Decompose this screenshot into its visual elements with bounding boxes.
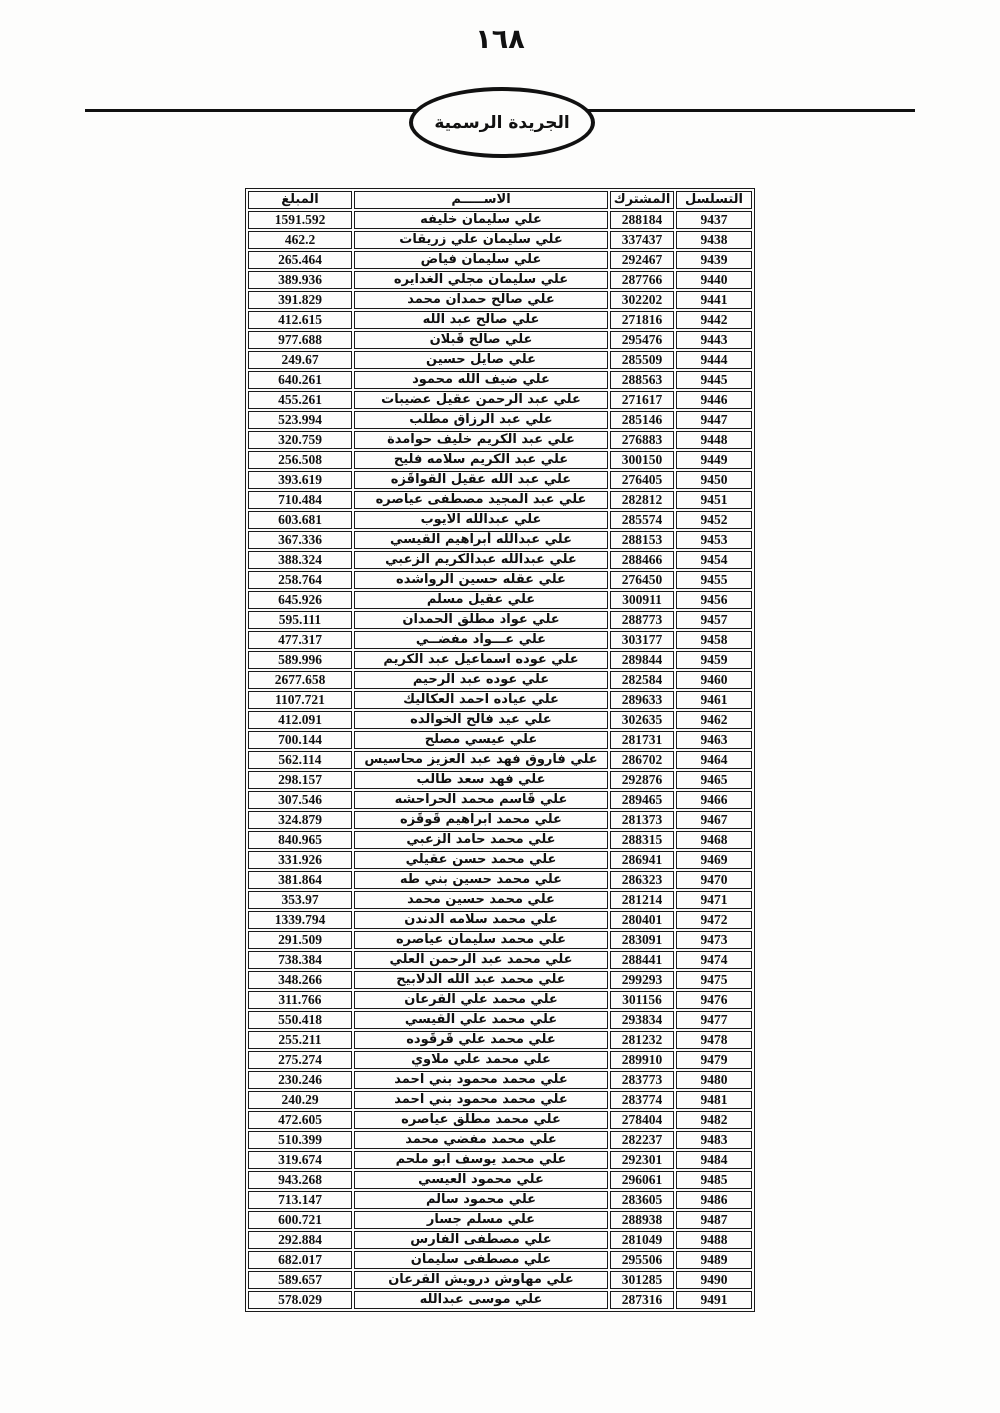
subscriber-cell: 281731 [610, 731, 674, 749]
amount-cell: 578.029 [248, 1291, 352, 1309]
subscriber-cell: 280401 [610, 911, 674, 929]
serial-cell: 9480 [676, 1071, 752, 1089]
serial-cell: 9437 [676, 211, 752, 229]
name-cell: علي عقيل مسلم [354, 591, 608, 609]
name-cell: علي عيد فالح الخوالده [354, 711, 608, 729]
table-body [248, 211, 752, 1309]
subscriber-cell: 286941 [610, 851, 674, 869]
subscriber-cell: 282812 [610, 491, 674, 509]
name-cell: علي محمد حسين محمد [354, 891, 608, 909]
table-header-row [248, 191, 752, 209]
serial-cell: 9467 [676, 811, 752, 829]
amount-cell: 331.926 [248, 851, 352, 869]
name-cell: علي محمد حسن عقيلي [354, 851, 608, 869]
amount-cell: 589.996 [248, 651, 352, 669]
table-row [248, 1011, 752, 1029]
serial-cell: 9462 [676, 711, 752, 729]
serial-cell: 9454 [676, 551, 752, 569]
subscriber-cell: 293834 [610, 1011, 674, 1029]
serial-cell: 9489 [676, 1251, 752, 1269]
subscriber-cell: 289844 [610, 651, 674, 669]
subscriber-cell: 296061 [610, 1171, 674, 1189]
name-cell: علي محمد يوسف ابو ملحم [354, 1151, 608, 1169]
records-table [245, 188, 755, 1312]
table-row [248, 591, 752, 609]
serial-cell: 9470 [676, 871, 752, 889]
table-row [248, 1191, 752, 1209]
serial-cell: 9447 [676, 411, 752, 429]
table-row [248, 1031, 752, 1049]
name-cell: علي عبد الرزاق مطلب [354, 411, 608, 429]
table-row [248, 991, 752, 1009]
amount-cell: 275.274 [248, 1051, 352, 1069]
subscriber-cell: 337437 [610, 231, 674, 249]
subscriber-cell: 292467 [610, 251, 674, 269]
serial-cell: 9490 [676, 1271, 752, 1289]
amount-cell: 2677.658 [248, 671, 352, 689]
serial-cell: 9481 [676, 1091, 752, 1109]
table-row [248, 1271, 752, 1289]
serial-cell: 9466 [676, 791, 752, 809]
serial-cell: 9446 [676, 391, 752, 409]
name-cell: علي عبد الله عقيل القواقَزه [354, 471, 608, 489]
table-row [248, 431, 752, 449]
subscriber-cell: 281373 [610, 811, 674, 829]
table-row [248, 1171, 752, 1189]
table-row [248, 451, 752, 469]
serial-cell: 9459 [676, 651, 752, 669]
amount-cell: 255.211 [248, 1031, 352, 1049]
name-cell: علي محمد حسين بني طه [354, 871, 608, 889]
page-number: ١٦٨ [475, 24, 525, 55]
table-row [248, 391, 752, 409]
serial-cell: 9468 [676, 831, 752, 849]
serial-cell: 9438 [676, 231, 752, 249]
name-cell: علي محمد سليمان عياصره [354, 931, 608, 949]
amount-cell: 943.268 [248, 1171, 352, 1189]
table-row [248, 1071, 752, 1089]
name-cell: علي عوده عبد الرحيم [354, 671, 608, 689]
amount-cell: 472.605 [248, 1111, 352, 1129]
name-cell: علي محمد علي القيسي [354, 1011, 608, 1029]
amount-cell: 307.546 [248, 791, 352, 809]
serial-cell: 9449 [676, 451, 752, 469]
amount-cell: 393.619 [248, 471, 352, 489]
amount-cell: 249.67 [248, 351, 352, 369]
amount-cell: 412.615 [248, 311, 352, 329]
subscriber-cell: 302635 [610, 711, 674, 729]
name-cell: علي محمد مطلق عياصره [354, 1111, 608, 1129]
amount-cell: 256.508 [248, 451, 352, 469]
table-row [248, 851, 752, 869]
name-cell: علي عبدالله عبدالكريم الزعبي [354, 551, 608, 569]
serial-cell: 9487 [676, 1211, 752, 1229]
serial-cell: 9456 [676, 591, 752, 609]
name-cell: علي سليمان مجلي الغدايره [354, 271, 608, 289]
serial-cell: 9461 [676, 691, 752, 709]
subscriber-cell: 289465 [610, 791, 674, 809]
name-cell: علي فاروق فهد عبد العزيز محاسيس [354, 751, 608, 769]
name-cell: علي سليمان فياض [354, 251, 608, 269]
amount-cell: 298.157 [248, 771, 352, 789]
amount-cell: 1107.721 [248, 691, 352, 709]
serial-cell: 9439 [676, 251, 752, 269]
amount-cell: 230.246 [248, 1071, 352, 1089]
table-row [248, 551, 752, 569]
serial-cell: 9485 [676, 1171, 752, 1189]
table-row [248, 1091, 752, 1109]
subscriber-cell: 301156 [610, 991, 674, 1009]
subscriber-cell: 289910 [610, 1051, 674, 1069]
amount-cell: 389.936 [248, 271, 352, 289]
subscriber-cell: 288773 [610, 611, 674, 629]
serial-cell: 9455 [676, 571, 752, 589]
subscriber-cell: 295506 [610, 1251, 674, 1269]
name-cell: علي عـــواد مفضــي [354, 631, 608, 649]
serial-cell: 9450 [676, 471, 752, 489]
table-row [248, 751, 752, 769]
name-cell: علي ضيف الله محمود [354, 371, 608, 389]
subscriber-cell: 278404 [610, 1111, 674, 1129]
name-cell: علي عواد مطلق الحمدان [354, 611, 608, 629]
name-cell: علي عبد الرحمن عقيل عضيبات [354, 391, 608, 409]
amount-cell: 258.764 [248, 571, 352, 589]
subscriber-cell: 282584 [610, 671, 674, 689]
serial-cell: 9471 [676, 891, 752, 909]
table-row [248, 671, 752, 689]
name-cell: علي موسى عبدالله [354, 1291, 608, 1309]
name-cell: علي عبدالله الايوب [354, 511, 608, 529]
subscriber-cell: 303177 [610, 631, 674, 649]
name-cell: علي محمد محمود بني احمد [354, 1071, 608, 1089]
name-cell: علي قَاسم محمد الحراحشه [354, 791, 608, 809]
serial-cell: 9476 [676, 991, 752, 1009]
name-cell: علي محمد حامد الزعبي [354, 831, 608, 849]
table-row [248, 251, 752, 269]
table-row [248, 1251, 752, 1269]
table-row [248, 1051, 752, 1069]
subscriber-cell: 288184 [610, 211, 674, 229]
amount-cell: 713.147 [248, 1191, 352, 1209]
serial-cell: 9479 [676, 1051, 752, 1069]
serial-cell: 9482 [676, 1111, 752, 1129]
amount-cell: 1591.592 [248, 211, 352, 229]
table-row [248, 491, 752, 509]
name-cell: علي مسلم جسار [354, 1211, 608, 1229]
subscriber-cell: 292876 [610, 771, 674, 789]
subscriber-cell: 287316 [610, 1291, 674, 1309]
subscriber-cell: 285146 [610, 411, 674, 429]
table-row [248, 311, 752, 329]
name-cell: علي عيسي مصلح [354, 731, 608, 749]
name-cell: علي محمود سالم [354, 1191, 608, 1209]
table-row [248, 1111, 752, 1129]
table-row [248, 971, 752, 989]
amount-cell: 324.879 [248, 811, 352, 829]
subscriber-cell: 283774 [610, 1091, 674, 1109]
subscriber-cell: 292301 [610, 1151, 674, 1169]
table-row [248, 891, 752, 909]
name-cell: علي عبدالله أبراهيم القيسي [354, 531, 608, 549]
name-cell: علي صالح عبد الله [354, 311, 608, 329]
amount-cell: 700.144 [248, 731, 352, 749]
name-cell: علي مصطفى سليمان [354, 1251, 608, 1269]
gazette-emblem-ellipse [409, 87, 595, 158]
subscriber-cell: 295476 [610, 331, 674, 349]
name-cell: علي سليمان علي زريقات [354, 231, 608, 249]
gazette-title: الجريدة الرسمية [434, 112, 570, 133]
amount-cell: 320.759 [248, 431, 352, 449]
name-cell: علي محمد مفضي محمد [354, 1131, 608, 1149]
amount-cell: 738.384 [248, 951, 352, 969]
name-cell: علي محمد علي قَرقَوده [354, 1031, 608, 1049]
serial-cell: 9486 [676, 1191, 752, 1209]
column-header-subscriber: المشترك [610, 191, 674, 209]
amount-cell: 600.721 [248, 1211, 352, 1229]
table-row [248, 791, 752, 809]
serial-cell: 9444 [676, 351, 752, 369]
serial-cell: 9469 [676, 851, 752, 869]
subscriber-cell: 276405 [610, 471, 674, 489]
name-cell: علي مصطفى الفارس [354, 1231, 608, 1249]
serial-cell: 9488 [676, 1231, 752, 1249]
amount-cell: 682.017 [248, 1251, 352, 1269]
amount-cell: 462.2 [248, 231, 352, 249]
amount-cell: 710.484 [248, 491, 352, 509]
subscriber-cell: 276883 [610, 431, 674, 449]
serial-cell: 9474 [676, 951, 752, 969]
table-row [248, 1131, 752, 1149]
table-row [248, 471, 752, 489]
table-row [248, 531, 752, 549]
subscriber-cell: 289633 [610, 691, 674, 709]
subscriber-cell: 288315 [610, 831, 674, 849]
subscriber-cell: 288563 [610, 371, 674, 389]
amount-cell: 562.114 [248, 751, 352, 769]
amount-cell: 391.829 [248, 291, 352, 309]
serial-cell: 9491 [676, 1291, 752, 1309]
subscriber-cell: 282237 [610, 1131, 674, 1149]
amount-cell: 603.681 [248, 511, 352, 529]
subscriber-cell: 285509 [610, 351, 674, 369]
serial-cell: 9452 [676, 511, 752, 529]
table-row [248, 611, 752, 629]
table-row [248, 651, 752, 669]
amount-cell: 640.261 [248, 371, 352, 389]
serial-cell: 9445 [676, 371, 752, 389]
table-row [248, 231, 752, 249]
subscriber-cell: 288466 [610, 551, 674, 569]
amount-cell: 595.111 [248, 611, 352, 629]
serial-cell: 9483 [676, 1131, 752, 1149]
serial-cell: 9472 [676, 911, 752, 929]
table-row [248, 631, 752, 649]
table-row [248, 331, 752, 349]
subscriber-cell: 286323 [610, 871, 674, 889]
name-cell: علي صالح قَبلان [354, 331, 608, 349]
amount-cell: 348.266 [248, 971, 352, 989]
column-header-name: الاســـــم [354, 191, 608, 209]
column-header-serial: التسلسل [676, 191, 752, 209]
name-cell: علي عوده اسماعيل عبد الكريم [354, 651, 608, 669]
amount-cell: 840.965 [248, 831, 352, 849]
amount-cell: 388.324 [248, 551, 352, 569]
table-row [248, 511, 752, 529]
amount-cell: 381.864 [248, 871, 352, 889]
table-row [248, 211, 752, 229]
subscriber-cell: 288153 [610, 531, 674, 549]
subscriber-cell: 286702 [610, 751, 674, 769]
name-cell: علي عقله حسين الرواشده [354, 571, 608, 589]
table-row [248, 811, 752, 829]
table-row [248, 571, 752, 589]
name-cell: علي محمد سلامه الدندن [354, 911, 608, 929]
amount-cell: 240.29 [248, 1091, 352, 1109]
amount-cell: 367.336 [248, 531, 352, 549]
amount-cell: 550.418 [248, 1011, 352, 1029]
amount-cell: 311.766 [248, 991, 352, 1009]
subscriber-cell: 281214 [610, 891, 674, 909]
subscriber-cell: 300911 [610, 591, 674, 609]
table-row [248, 771, 752, 789]
table-row [248, 951, 752, 969]
table-row [248, 1211, 752, 1229]
table-row [248, 711, 752, 729]
serial-cell: 9484 [676, 1151, 752, 1169]
amount-cell: 510.399 [248, 1131, 352, 1149]
table-row [248, 411, 752, 429]
amount-cell: 319.674 [248, 1151, 352, 1169]
name-cell: علي فهد سعد طالب [354, 771, 608, 789]
serial-cell: 9464 [676, 751, 752, 769]
amount-cell: 477.317 [248, 631, 352, 649]
name-cell: علي محمد محمود بني احمد [354, 1091, 608, 1109]
subscriber-cell: 283091 [610, 931, 674, 949]
amount-cell: 412.091 [248, 711, 352, 729]
amount-cell: 265.464 [248, 251, 352, 269]
subscriber-cell: 283773 [610, 1071, 674, 1089]
serial-cell: 9477 [676, 1011, 752, 1029]
subscriber-cell: 288938 [610, 1211, 674, 1229]
name-cell: علي صالح حمدان محمد [354, 291, 608, 309]
name-cell: علي محمد ابراهيم قَوقَزه [354, 811, 608, 829]
subscriber-cell: 288441 [610, 951, 674, 969]
name-cell: علي محمود العيسي [354, 1171, 608, 1189]
subscriber-cell: 271816 [610, 311, 674, 329]
table-row [248, 271, 752, 289]
subscriber-cell: 302202 [610, 291, 674, 309]
amount-cell: 291.509 [248, 931, 352, 949]
table-row [248, 371, 752, 389]
subscriber-cell: 301285 [610, 1271, 674, 1289]
serial-cell: 9475 [676, 971, 752, 989]
serial-cell: 9441 [676, 291, 752, 309]
serial-cell: 9457 [676, 611, 752, 629]
subscriber-cell: 299293 [610, 971, 674, 989]
serial-cell: 9460 [676, 671, 752, 689]
serial-cell: 9440 [676, 271, 752, 289]
name-cell: علي عياده احمد العكاليك [354, 691, 608, 709]
amount-cell: 977.688 [248, 331, 352, 349]
table-row [248, 931, 752, 949]
serial-cell: 9465 [676, 771, 752, 789]
name-cell: علي محمد علي القرعان [354, 991, 608, 1009]
table-row [248, 731, 752, 749]
subscriber-cell: 300150 [610, 451, 674, 469]
table-row [248, 871, 752, 889]
name-cell: علي صايل حسين [354, 351, 608, 369]
serial-cell: 9448 [676, 431, 752, 449]
table-row [248, 911, 752, 929]
name-cell: علي عبد المجيد مصطفى عياصره [354, 491, 608, 509]
column-header-amount: المبلغ [248, 191, 352, 209]
amount-cell: 589.657 [248, 1271, 352, 1289]
subscriber-cell: 271617 [610, 391, 674, 409]
table-row [248, 691, 752, 709]
subscriber-cell: 287766 [610, 271, 674, 289]
table-row [248, 1151, 752, 1169]
name-cell: علي عبد الكريم سلامه فليح [354, 451, 608, 469]
amount-cell: 292.884 [248, 1231, 352, 1249]
serial-cell: 9453 [676, 531, 752, 549]
amount-cell: 523.994 [248, 411, 352, 429]
name-cell: علي محمد علي ملاوي [354, 1051, 608, 1069]
serial-cell: 9463 [676, 731, 752, 749]
subscriber-cell: 281232 [610, 1031, 674, 1049]
amount-cell: 645.926 [248, 591, 352, 609]
serial-cell: 9473 [676, 931, 752, 949]
records-table-container [245, 188, 755, 1312]
table-row [248, 1291, 752, 1309]
subscriber-cell: 285574 [610, 511, 674, 529]
serial-cell: 9478 [676, 1031, 752, 1049]
serial-cell: 9458 [676, 631, 752, 649]
table-row [248, 291, 752, 309]
amount-cell: 1339.794 [248, 911, 352, 929]
name-cell: علي سليمان خليفه [354, 211, 608, 229]
name-cell: علي محمد عبد الله الدلابيح [354, 971, 608, 989]
subscriber-cell: 283605 [610, 1191, 674, 1209]
table-row [248, 351, 752, 369]
subscriber-cell: 281049 [610, 1231, 674, 1249]
name-cell: علي عبد الكريم خليف حوامدة [354, 431, 608, 449]
serial-cell: 9451 [676, 491, 752, 509]
serial-cell: 9443 [676, 331, 752, 349]
name-cell: علي مهاوش درويش القرعان [354, 1271, 608, 1289]
amount-cell: 455.261 [248, 391, 352, 409]
amount-cell: 353.97 [248, 891, 352, 909]
table-row [248, 831, 752, 849]
subscriber-cell: 276450 [610, 571, 674, 589]
name-cell: علي محمد عبد الرحمن العلي [354, 951, 608, 969]
table-row [248, 1231, 752, 1249]
serial-cell: 9442 [676, 311, 752, 329]
